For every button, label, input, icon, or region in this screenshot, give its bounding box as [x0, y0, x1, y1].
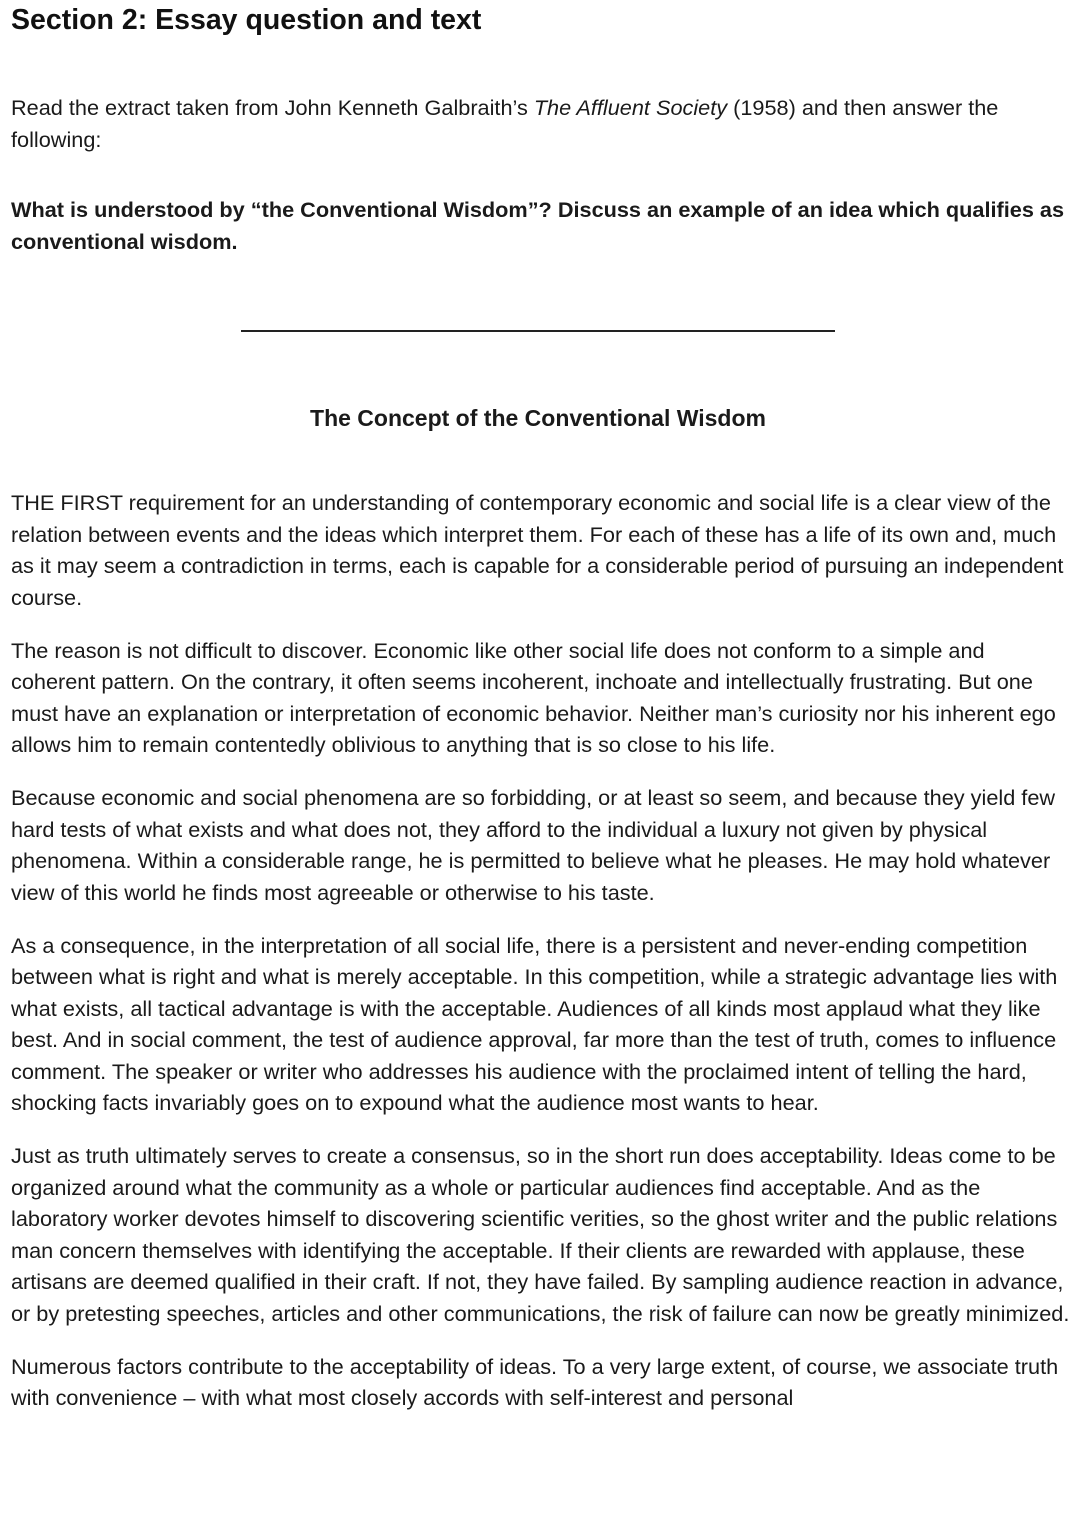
- extract-paragraph: As a consequence, in the interpretation of all social life, there is a persistent and never-ending competition between what is right and what is merely acceptable. In this competition, while a strategic advantage lies with what exists, all tactical advantage is with the acceptable. Audiences of all kinds most applaud what they like best. And in social comment, the test of audience approval, far more than the test of truth, comes to influence comment. The speaker or writer who addresses his audience with the proclaimed intent of telling the hard, shocking facts invariably goes on to expound what the audience most wants to hear.: [11, 932, 1058, 1115]
- extract-paragraph: THE FIRST requirement for an understanding of contemporary economic and social life is a clear view of the relation between events and the ideas which interpret them. For each of these has a life of its own and, much as it may seem a contradiction in terms, each is capable for a considerable period of pursuing an independent course.: [11, 490, 1064, 610]
- extract-paragraph: Because economic and social phenomena are so forbidding, or at least so seem, and because they yield few hard tests of what exists and what does not, they afford to the individual a luxury not given by physical phenomena. Within a considerable range, he is permitted to believe what he pleases. He may hold whatever view of this world he finds most agreeable or otherwise to his taste.: [11, 785, 1056, 905]
- extract-paragraph: Numerous factors contribute to the acceptability of ideas. To a very large extent, of course, we associate truth with convenience – with what most closely accords with self-interest and personal: [11, 1353, 1059, 1410]
- intro-instruction: [11, 92, 1071, 155]
- essay-question: What is understood by “the Conventional Wisdom”? Discuss an example of an idea which qualifies as conventional wisdom.: [11, 197, 1065, 254]
- extract-paragraph: The reason is not difficult to discover. Economic like other social life does not conform to a simple and coherent pattern. On the contrary, it often seems incoherent, inchoate and intellectually frustrating. But one must have an explanation or interpretation of economic behavior. Neither man’s curiosity nor his inherent ego allows him to remain contentedly oblivious to anything that is so close to his life.: [11, 637, 1056, 757]
- extract-title: The Concept of the Conventional Wisdom: [310, 405, 766, 431]
- section-title: Section 2: Essay question and text: [11, 4, 482, 36]
- extract-paragraph: Just as truth ultimately serves to create a consensus, so in the short run does acceptability. Ideas come to be organized around what the community as a whole or particular audiences find acceptable. And as the laboratory worker devotes himself to discovering scientific verities, so the ghost writer and the public relations man concern themselves with identifying the acceptable. If their clients are rewarded with applause, these artisans are deemed qualified in their craft. If not, they have failed. By sampling audience reaction in advance, or by pretesting speeches, articles and other communications, the risk of failure can now be greatly minimized.: [11, 1143, 1070, 1326]
- extract-body: [11, 487, 1073, 1435]
- intro-text-before: Read the extract taken from John Kenneth Galbraith’s: [11, 95, 534, 120]
- section-divider: [241, 330, 835, 332]
- intro-text-after: (1958) and then answer the following:: [11, 95, 999, 152]
- book-title: The Affluent Society: [533, 95, 728, 120]
